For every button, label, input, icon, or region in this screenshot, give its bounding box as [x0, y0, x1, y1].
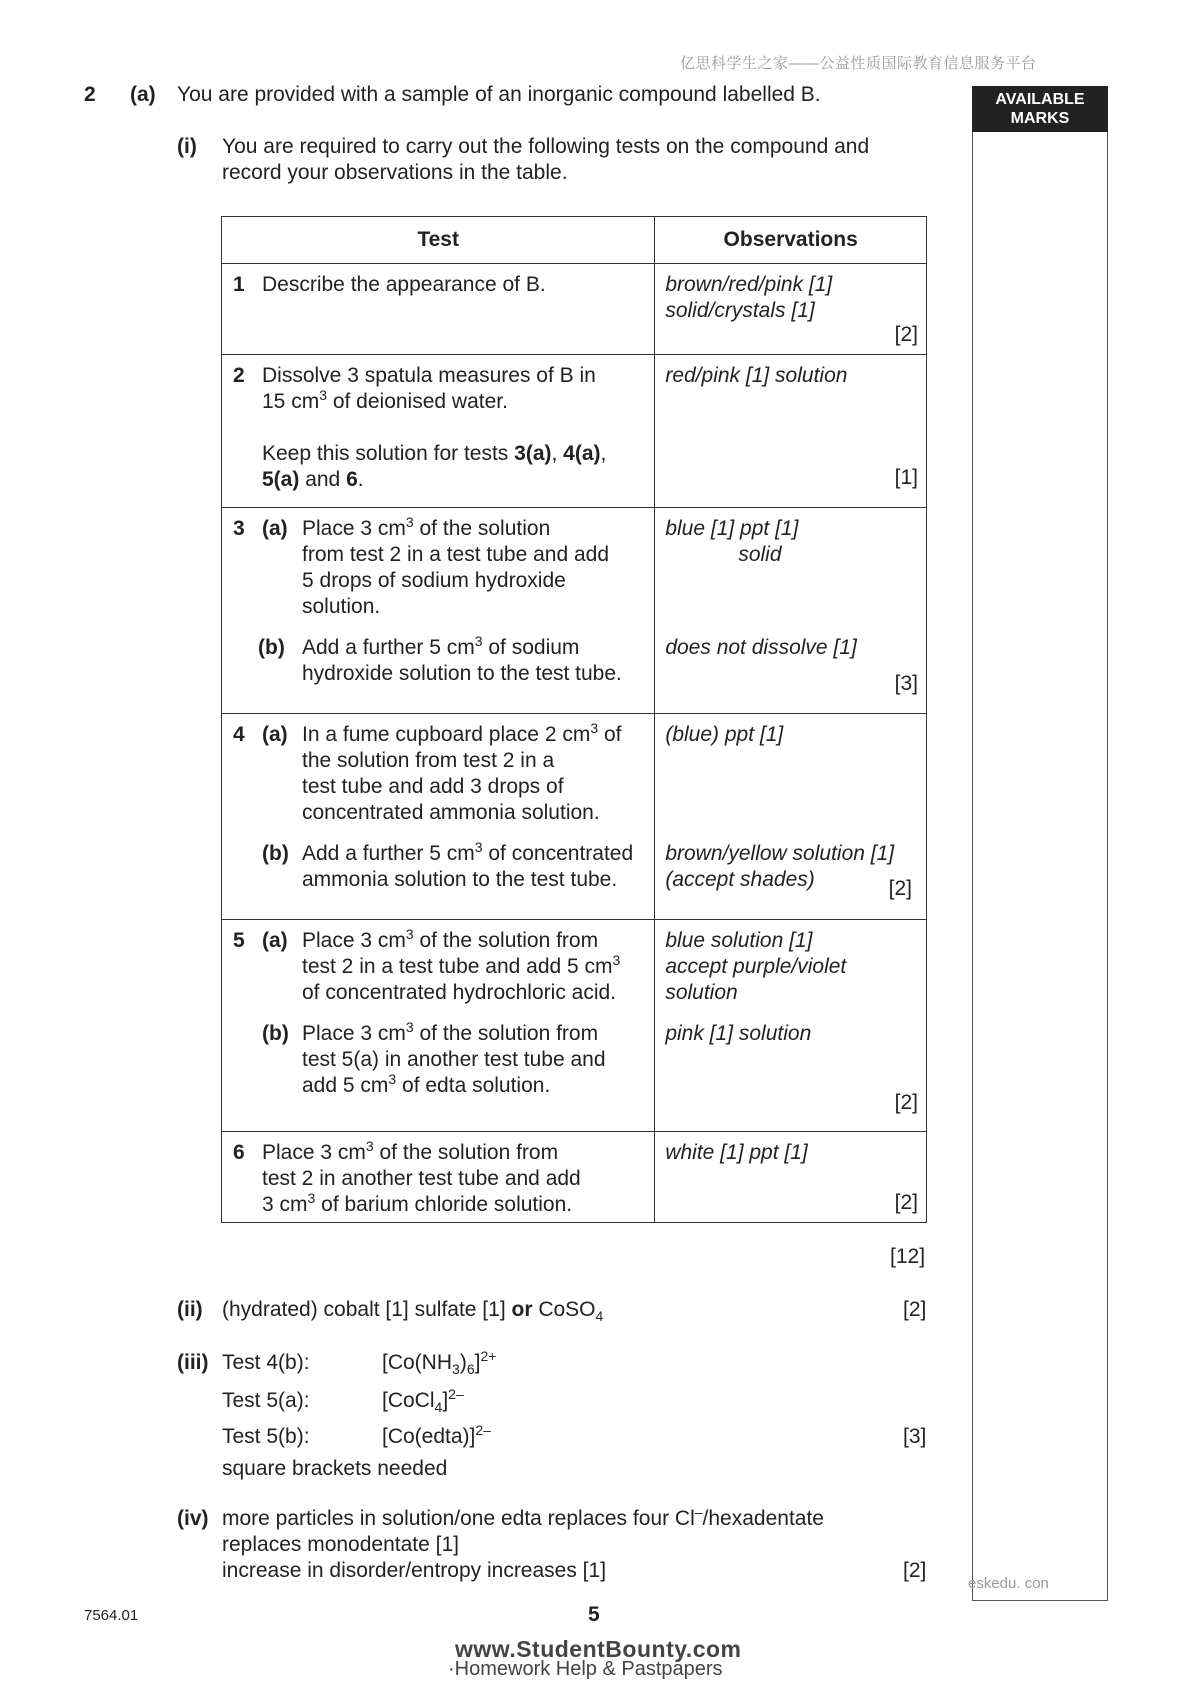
table-row: [222, 1132, 927, 1223]
table-row: [222, 508, 927, 714]
test-number: 4: [233, 723, 245, 746]
table-row: [222, 355, 927, 508]
studentbounty-url[interactable]: www.StudentBounty.com: [455, 1636, 742, 1662]
observation: white [1] ppt [1]: [665, 1141, 808, 1164]
test-number: 6: [233, 1141, 245, 1164]
test-line: from test 2 in a test tube and add: [302, 543, 610, 566]
part-iii-formula3: [Co(edta)]$^{2-}$: [382, 1422, 491, 1448]
test-line: test 2 in a test tube and add 5 $cm^3$: [302, 952, 621, 978]
part-iv-line3: increase in disorder/entropy increases [1]: [222, 1559, 607, 1582]
test-line: concentrated ammonia solution.: [302, 801, 600, 824]
observation: brown/yellow solution [1]: [665, 842, 895, 865]
test-line: 5(a) and 6.: [262, 468, 364, 491]
question-intro: You are provided with a sample of an inorganic compound labelled B.: [177, 83, 821, 106]
sub-i-line1: You are required to carry out the following tests on the compound and: [222, 135, 870, 158]
part-iii-line3-label: Test 5(b):: [222, 1425, 310, 1448]
part-iii-label: (iii): [177, 1351, 209, 1374]
test-description: Describe the appearance of B.: [262, 273, 546, 296]
test-line: Place 3 $cm^3$ of the solution from: [302, 926, 599, 952]
total-mark: [12]: [890, 1245, 926, 1268]
test-line: solution.: [302, 595, 381, 618]
table-row: [222, 920, 927, 1132]
part-iii-note: square brackets needed: [222, 1457, 448, 1480]
marks-header-line1: AVAILABLE: [995, 91, 1085, 108]
table-row: [222, 264, 927, 355]
part-iii-formula2: [CoCl$_4$]$^{2-}$: [382, 1386, 464, 1416]
test-line: 3 $cm^3$ of barium chloride solution.: [262, 1190, 573, 1216]
sub-label: (a): [262, 929, 288, 952]
part-iv-answer: [222, 1506, 824, 1584]
header-observations: Observations: [655, 217, 927, 264]
table-row: [222, 714, 927, 920]
mark: [2]: [888, 877, 912, 900]
part-ii-answer: (hydrated) cobalt [1] sulfate [1] or CoSO$_4$: [222, 1298, 604, 1325]
part-ii-label: (ii): [177, 1298, 203, 1321]
test-line: Add a further 5 $cm^3$ of sodium: [302, 633, 580, 659]
sub-label: (a): [262, 723, 288, 746]
header-test: Test: [222, 217, 655, 264]
test-number: 2: [233, 364, 245, 387]
test-line: 5 drops of sodium hydroxide: [302, 569, 566, 592]
watermark-text: 亿思科学生之家——公益性质国际教育信息服务平台: [680, 55, 1037, 72]
mark: [1]: [894, 466, 918, 489]
test-line: add 5 $cm^3$ of edta solution.: [302, 1071, 551, 1097]
test-number: 3: [233, 517, 245, 540]
table-header-row: [222, 217, 927, 264]
tests-table: [221, 216, 927, 1223]
test-line: 15 $cm^3$ of deionised water.: [262, 387, 508, 413]
observation: solid: [738, 543, 782, 566]
part-iii-line2-label: Test 5(a):: [222, 1389, 310, 1412]
test-line: Place 3 $cm^3$ of the solution: [302, 514, 551, 540]
observation: solution: [665, 981, 738, 1004]
question-number: 2: [84, 83, 96, 106]
mark: [3]: [894, 672, 918, 695]
mark: [2]: [894, 1191, 918, 1214]
test-line: In a fume cupboard place 2 $cm^3$ of: [302, 720, 622, 746]
observation: pink [1] solution: [665, 1022, 812, 1045]
marks-header: [972, 86, 1108, 132]
question-part: (a): [130, 83, 156, 106]
marks-header-line2: MARKS: [1010, 110, 1070, 127]
observation: (blue) ppt [1]: [665, 723, 784, 746]
sub-i-line2: record your observations in the table.: [222, 161, 568, 184]
observation: blue solution [1]: [665, 929, 813, 952]
part-iv-label: (iv): [177, 1507, 209, 1530]
part-ii-mark: [2]: [903, 1298, 927, 1321]
observation: solid/crystals [1]: [665, 299, 815, 322]
test-line: the solution from test 2 in a: [302, 749, 555, 772]
test-number: 1: [233, 273, 245, 296]
observation: does not dissolve [1]: [665, 636, 857, 659]
test-number: 5: [233, 929, 245, 952]
observation: red/pink [1] solution: [665, 364, 848, 387]
part-iii-formula1: $[Co(NH_3)_6]^{2+}$: [382, 1348, 497, 1378]
test-line: Place 3 $cm^3$ of the solution from: [262, 1138, 559, 1164]
eskedu-watermark: eskedu. con: [968, 1575, 1049, 1592]
marks-column: [972, 86, 1108, 1601]
sub-label: (b): [262, 1022, 289, 1045]
observation: brown/red/pink [1]: [665, 273, 833, 296]
sub-i-text: [222, 134, 869, 186]
mark: [2]: [894, 323, 918, 346]
sub-label: (b): [262, 842, 289, 865]
page-number: 5: [588, 1603, 600, 1626]
sub-label: (b): [258, 636, 285, 659]
sub-label: (a): [262, 517, 288, 540]
test-line: test 2 in another test tube and add: [262, 1167, 581, 1190]
part-iii-line1-label: Test 4(b):: [222, 1351, 310, 1374]
part-iv-line1: more particles in solution/one edta replaces four Cl–/hexadentate: [222, 1504, 824, 1530]
test-line: Keep this solution for tests 3(a), 4(a),: [262, 442, 607, 465]
sub-i-label: (i): [177, 135, 197, 158]
observation: (accept shades): [665, 868, 815, 891]
paper-code: 7564.01: [84, 1607, 139, 1624]
test-line: hydroxide solution to the test tube.: [302, 662, 622, 685]
part-iii-mark: [3]: [903, 1425, 927, 1448]
test-line: Dissolve 3 spatula measures of B in: [262, 364, 596, 387]
part-iv-mark: [2]: [903, 1559, 927, 1582]
observation: accept purple/violet: [665, 955, 847, 978]
observation: blue [1] ppt [1]: [665, 517, 799, 540]
test-line: Add a further 5 $cm^3$ of concentrated: [302, 839, 634, 865]
test-line: Place 3 $cm^3$ of the solution from: [302, 1019, 599, 1045]
test-line: of concentrated hydrochloric acid.: [302, 981, 617, 1004]
mark: [2]: [894, 1091, 918, 1114]
studentbounty-tagline: ·Homework Help & Pastpapers: [448, 1658, 723, 1680]
part-iv-line2: replaces monodentate [1]: [222, 1533, 459, 1556]
test-line: test tube and add 3 drops of: [302, 775, 564, 798]
test-line: test 5(a) in another test tube and: [302, 1048, 606, 1071]
test-line: ammonia solution to the test tube.: [302, 868, 618, 891]
